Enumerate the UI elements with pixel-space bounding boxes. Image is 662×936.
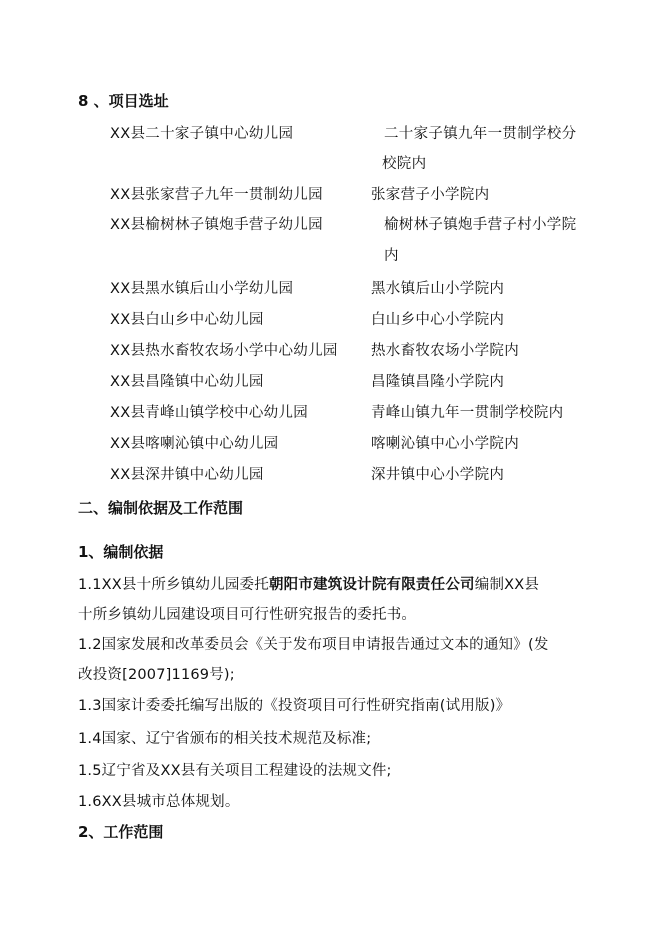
basis-item-1-text-c: 编制XX县 xyxy=(474,577,540,593)
basis-item-4: 1.4国家、辽宁省颁布的相关技术规范及标准; xyxy=(78,731,372,747)
site-row-3-location: 榆树林子镇炮手营子村小学院 xyxy=(384,217,577,233)
subsection-scope-heading: 2、工作范围 xyxy=(78,823,164,841)
site-row-1-name: XX县二十家子镇中心幼儿园 xyxy=(110,126,294,142)
site-row-4-name: XX县黑水镇后山小学幼儿园 xyxy=(110,281,294,297)
site-row-3-location-cont: 内 xyxy=(384,248,399,264)
site-row-2-name: XX县张家营子九年一贯制幼儿园 xyxy=(110,187,323,203)
basis-item-1-line-2: 十所乡镇幼儿园建设项目可行性研究报告的委托书。 xyxy=(78,607,417,623)
basis-item-2-line-2: 改投资[2007]1169号); xyxy=(78,667,235,683)
site-row-9-name: XX县喀喇沁镇中心幼儿园 xyxy=(110,436,279,452)
site-row-1-location-cont: 校院内 xyxy=(382,156,427,172)
basis-item-2-line-1: 1.2国家发展和改革委员会《关于发布项目申请报告通过文本的通知》(发 xyxy=(78,637,549,653)
basis-item-5: 1.5辽宁省及XX县有关项目工程建设的法规文件; xyxy=(78,763,392,779)
site-row-2-location: 张家营子小学院内 xyxy=(371,187,490,203)
site-row-8-location: 青峰山镇九年一贯制学校院内 xyxy=(371,405,564,421)
site-row-6-location: 热水畜牧农场小学院内 xyxy=(371,343,519,359)
basis-item-3: 1.3国家计委委托编写出版的《投资项目可行性研究指南(试用版)》 xyxy=(78,698,511,714)
basis-item-1-text-a: 1.1XX县十所乡镇幼儿园委托 xyxy=(78,577,269,593)
site-row-10-location: 深井镇中心小学院内 xyxy=(371,467,505,483)
site-row-10-name: XX县深井镇中心幼儿园 xyxy=(110,467,264,483)
site-row-3-name: XX县榆树林子镇炮手营子幼儿园 xyxy=(110,217,323,233)
site-row-1-location: 二十家子镇九年一贯制学校分 xyxy=(384,126,577,142)
site-row-8-name: XX县青峰山镇学校中心幼儿园 xyxy=(110,405,309,421)
site-row-7-name: XX县昌隆镇中心幼儿园 xyxy=(110,374,264,390)
basis-item-1-line-1 xyxy=(78,573,539,594)
site-row-5-location: 白山乡中心小学院内 xyxy=(371,312,505,328)
basis-item-6: 1.6XX县城市总体规划。 xyxy=(78,794,240,810)
basis-item-1-company: 朝阳市建筑设计院有限责任公司 xyxy=(268,577,475,593)
subsection-basis-heading: 1、编制依据 xyxy=(78,543,164,561)
site-row-6-name: XX县热水畜牧农场小学中心幼儿园 xyxy=(110,343,338,359)
section-2-heading: 二、编制依据及工作范围 xyxy=(78,499,244,517)
section-8-heading: 8 、项目选址 xyxy=(78,92,169,110)
site-row-5-name: XX县白山乡中心幼儿园 xyxy=(110,312,264,328)
site-row-4-location: 黑水镇后山小学院内 xyxy=(371,281,505,297)
site-row-7-location: 昌隆镇昌隆小学院内 xyxy=(371,374,505,390)
site-row-9-location: 喀喇沁镇中心小学院内 xyxy=(371,436,519,452)
